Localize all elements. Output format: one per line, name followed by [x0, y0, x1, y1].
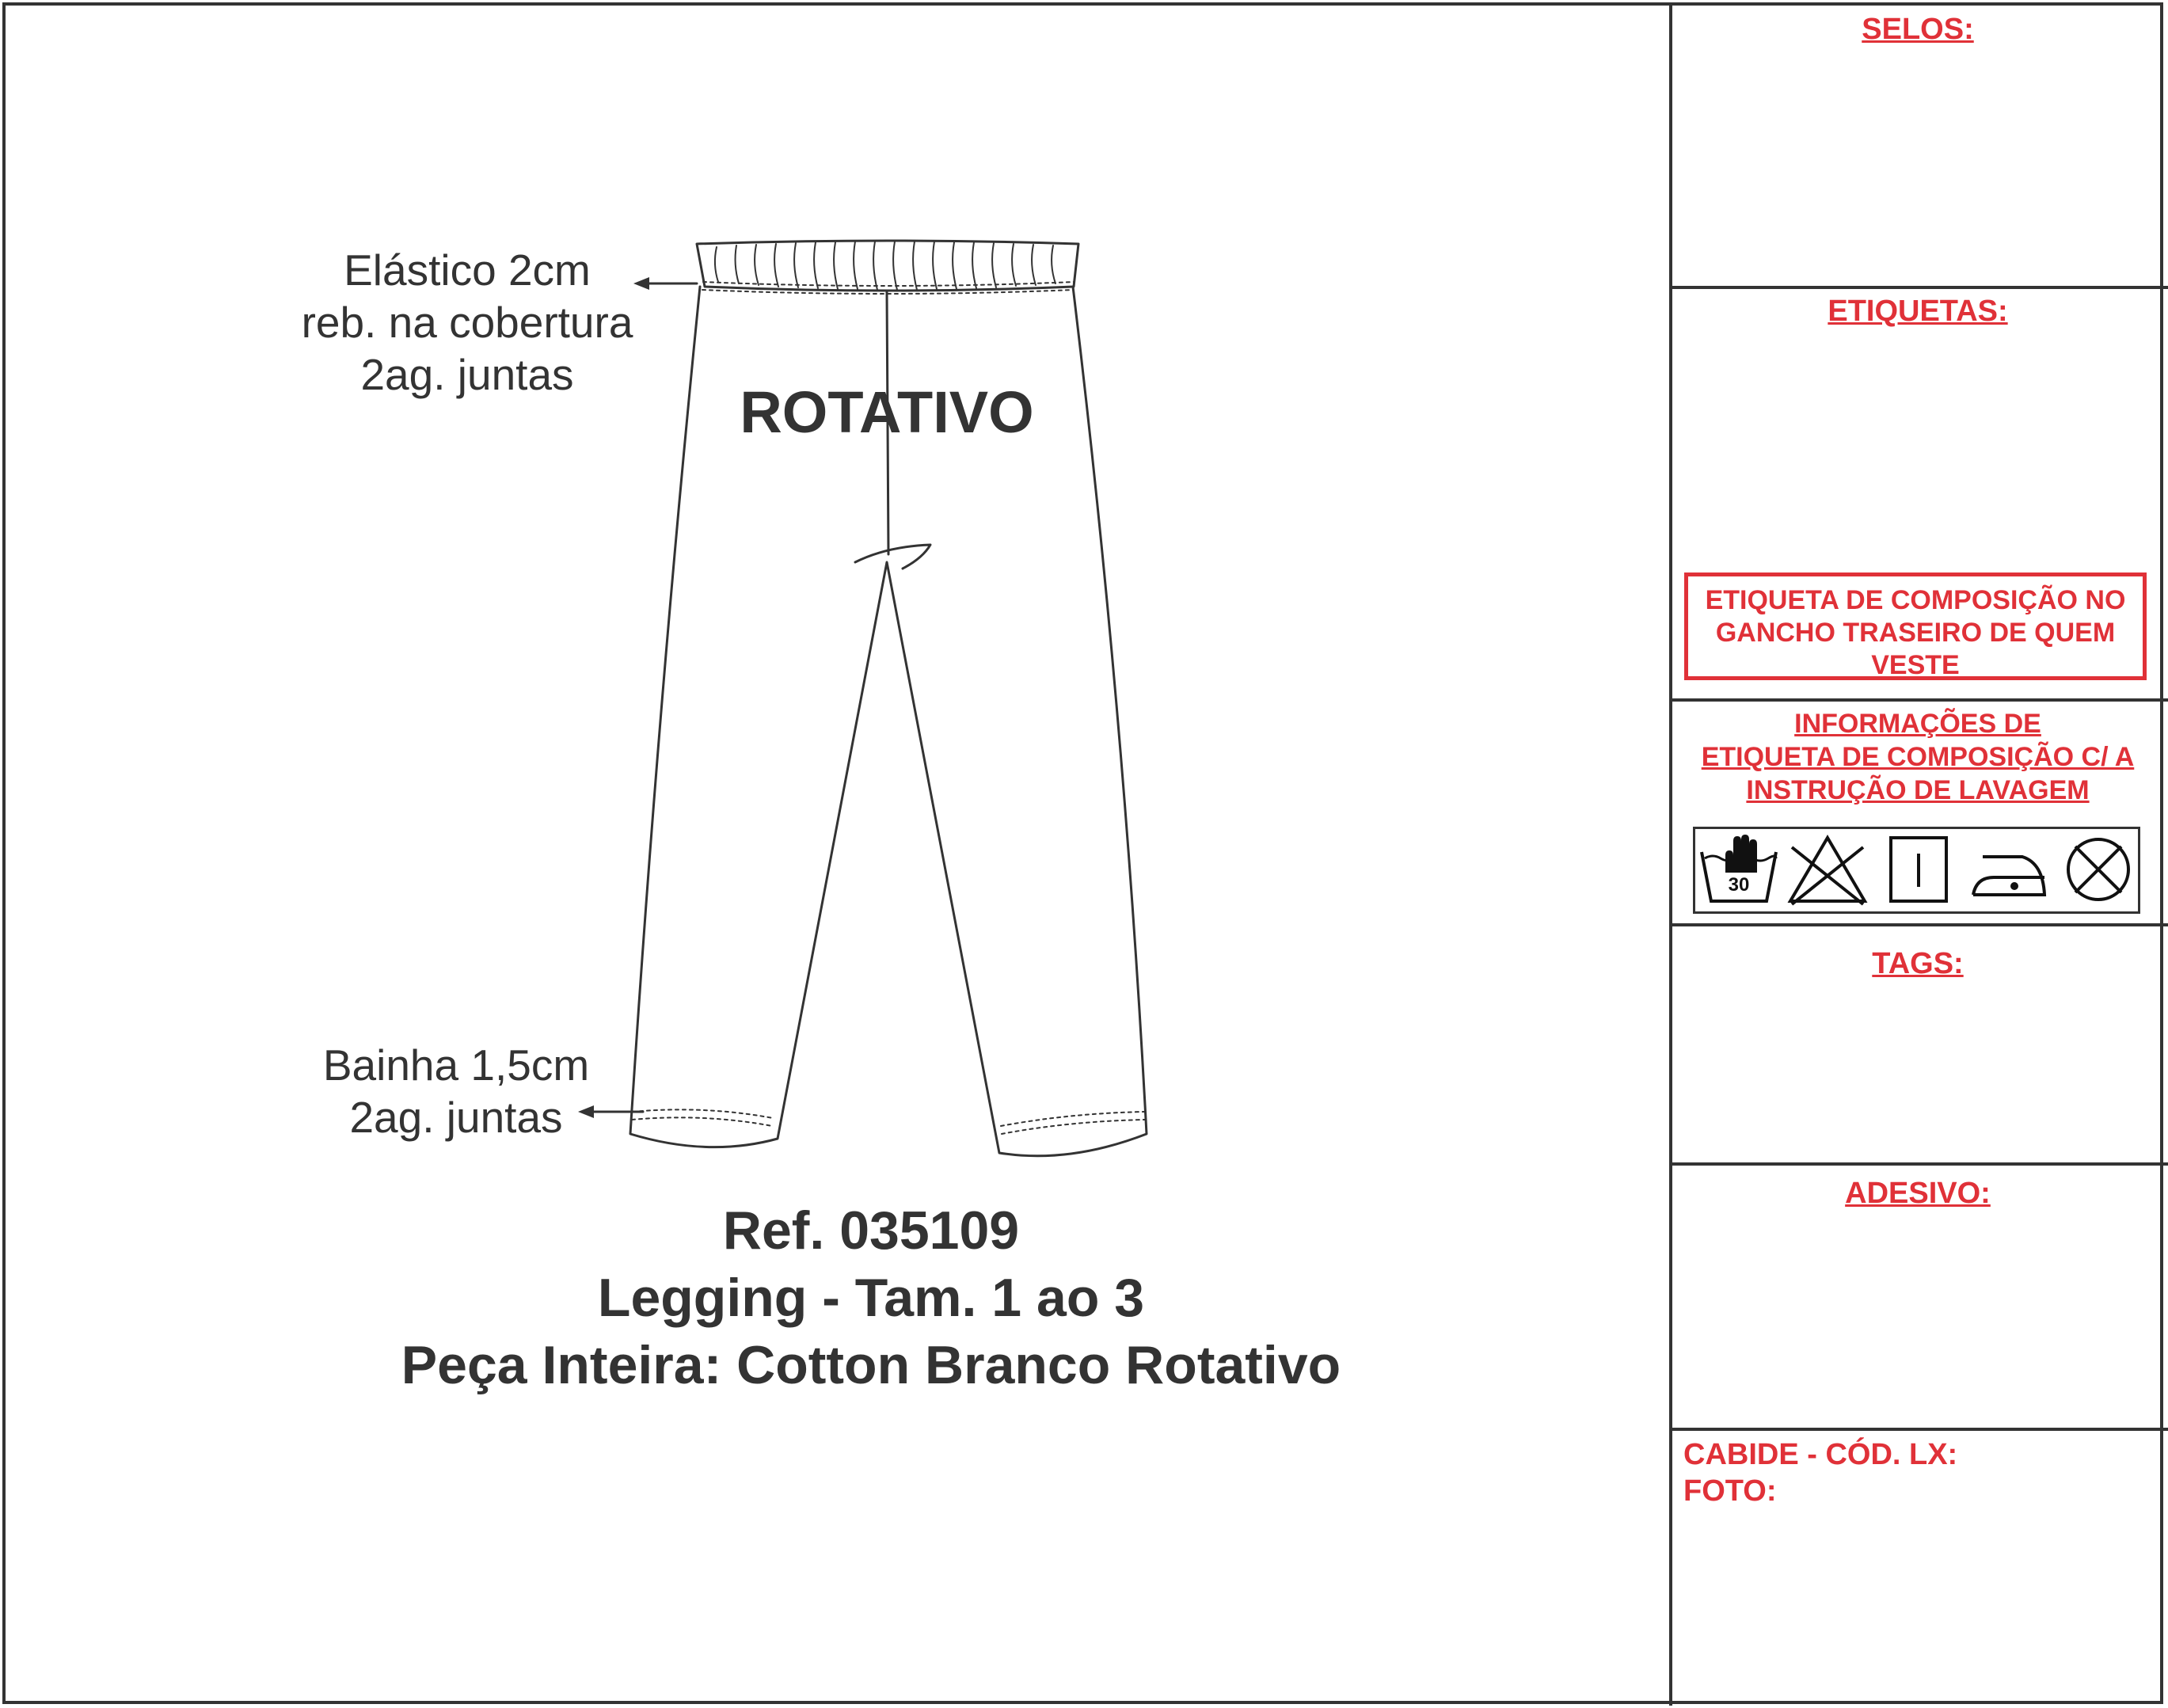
note-line: reb. na cobertura [301, 298, 633, 347]
waistband-note [277, 244, 657, 401]
product-name: Legging - Tam. 1 ao 3 [597, 1268, 1145, 1328]
section-divider [1671, 698, 2168, 702]
product-ref: Ref. 035109 [722, 1200, 1020, 1261]
composition-line: ETIQUETA DE COMPOSIÇÃO NO [1705, 585, 2126, 615]
note-line: 2ag. juntas [349, 1093, 563, 1142]
care-info-heading [1672, 707, 2163, 807]
etiquetas-heading: ETIQUETAS: [1828, 295, 2008, 328]
svg-text:30: 30 [1728, 874, 1750, 896]
product-title [238, 1197, 1504, 1399]
do-not-bleach-icon [1786, 831, 1869, 907]
composition-line: VESTE [1871, 650, 1960, 680]
section-divider [1671, 1428, 2168, 1431]
section-divider [1671, 1162, 2168, 1166]
do-not-tumble-dry-icon [2056, 831, 2140, 907]
info-line: INFORMAÇÕES DE [1794, 709, 2041, 739]
tags-heading: TAGS: [1872, 947, 1964, 980]
foto-label: FOTO: [1683, 1474, 1777, 1508]
composition-label-box [1684, 573, 2147, 680]
adesivo-heading: ADESIVO: [1845, 1177, 1991, 1210]
hem-note [298, 1039, 614, 1143]
note-line: Elástico 2cm [344, 245, 591, 295]
iron-low-icon [1967, 831, 2051, 907]
section-divider [1671, 923, 2168, 926]
product-fabric: Peça Inteira: Cotton Branco Rotativo [401, 1335, 1341, 1395]
note-line: 2ag. juntas [360, 350, 574, 399]
info-line: INSTRUÇÃO DE LAVAGEM [1746, 775, 2090, 805]
line-dry-icon [1877, 831, 1961, 907]
note-line: Bainha 1,5cm [322, 1040, 590, 1090]
section-divider [1671, 286, 2168, 289]
info-line: ETIQUETA DE COMPOSIÇÃO C/ A [1701, 742, 2135, 772]
cabide-label: CABIDE - CÓD. LX: [1683, 1438, 1958, 1471]
hand-wash-icon [1697, 831, 1781, 907]
fabric-label: ROTATIVO [740, 379, 1034, 445]
sidebar-divider [1669, 2, 1672, 1706]
selos-heading: SELOS: [1862, 13, 1974, 46]
composition-line: GANCHO TRASEIRO DE QUEM [1715, 618, 2116, 648]
